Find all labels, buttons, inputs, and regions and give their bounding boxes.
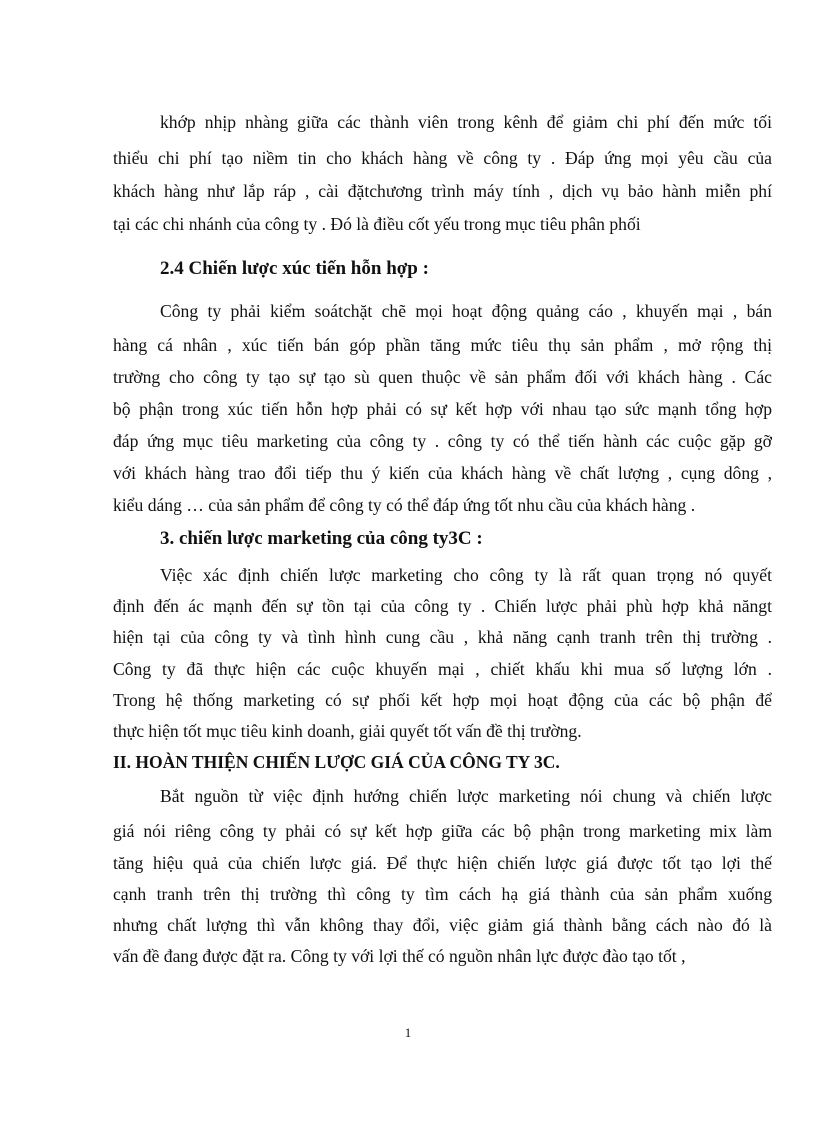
para1-line-2: thiểu chi phí tạo niềm tin cho khách hàng về công ty . Đáp ứng mọi yêu cầu của: [113, 148, 772, 168]
para4-line-6: vấn đề đang được đặt ra. Công ty với lợi thế có nguồn nhân lực được đào tạo tốt ,: [113, 946, 686, 966]
para2-line-5: đáp ứng mục tiêu marketing của công ty . công ty có thể tiến hành các cuộc gặp gỡ: [113, 431, 772, 451]
para3-line-3: hiện tại của công ty và tình hình cung cầu , khả năng cạnh tranh trên thị trường .: [113, 627, 772, 647]
para1-line-1: khớp nhịp nhàng giữa các thành viên trong kênh để giảm chi phí đến mức tối: [160, 112, 772, 132]
para4-line-3: tăng hiệu quả của chiến lược giá. Để thực hiện chiến lược giá được tốt tạo lợi thế: [113, 853, 772, 873]
para4-line-2: giá nói riêng công ty phải có sự kết hợp giữa các bộ phận trong marketing mix làm: [113, 821, 772, 841]
heading-II: II. HOÀN THIỆN CHIẾN LƯỢC GIÁ CỦA CÔNG TY 3C.: [113, 752, 560, 772]
para1-line-4: tại các chi nhánh của công ty . Đó là điều cốt yếu trong mục tiêu phân phối: [113, 214, 641, 234]
heading-2-4: 2.4 Chiến lược xúc tiến hỗn hợp :: [160, 258, 429, 279]
heading-3: 3. chiến lược marketing của công ty3C :: [160, 528, 483, 549]
para3-line-4: Công ty đã thực hiện các cuộc khuyến mại , chiết khấu khi mua số lượng lớn .: [113, 659, 772, 679]
page-number: 1: [404, 1025, 412, 1040]
para3-line-6: thực hiện tốt mục tiêu kinh doanh, giải quyết tốt vấn đề thị trường.: [113, 721, 582, 741]
para2-line-6: với khách hàng trao đổi tiếp thu ý kiến của khách hàng về chất lượng , cụng dông ,: [113, 463, 772, 483]
para1-line-3: khách hàng như lắp ráp , cài đặtchương trình máy tính , dịch vụ bảo hành miễn phí: [113, 181, 772, 201]
para2-line-2: hàng cá nhân , xúc tiến bán góp phần tăng mức tiêu thụ sản phẩm , mở rộng thị: [113, 335, 772, 355]
para4-line-5: nhưng chất lượng thì vẫn không thay đổi, việc giảm giá thành bằng cách nào đó là: [113, 915, 772, 935]
para4-line-4: cạnh tranh trên thị trường thì công ty tìm cách hạ giá thành của sản phẩm xuống: [113, 884, 772, 904]
para2-line-7: kiểu dáng … của sản phẩm để công ty có thể đáp ứng tốt nhu cầu của khách hàng .: [113, 495, 696, 515]
para2-line-4: bộ phận trong xúc tiến hỗn hợp phải có sự kết hợp với nhau tạo sức mạnh tổng hợp: [113, 399, 772, 419]
para3-line-1: Việc xác định chiến lược marketing cho công ty là rất quan trọng nó quyết: [160, 565, 772, 585]
para2-line-3: trường cho công ty tạo sự tạo sù quen thuộc về sản phẩm đối với khách hàng . Các: [113, 367, 772, 387]
para2-line-1: Công ty phải kiểm soátchặt chẽ mọi hoạt động quảng cáo , khuyến mại , bán: [160, 301, 772, 321]
para3-line-5: Trong hệ thống marketing có sự phối kết hợp mọi hoạt động của các bộ phận để: [113, 690, 772, 710]
para4-line-1: Bắt nguồn từ việc định hướng chiến lược marketing nói chung và chiến lược: [160, 786, 772, 806]
para3-line-2: định đến ác mạnh đến sự tồn tại của công ty . Chiến lược phải phù hợp khả năngt: [113, 596, 772, 616]
